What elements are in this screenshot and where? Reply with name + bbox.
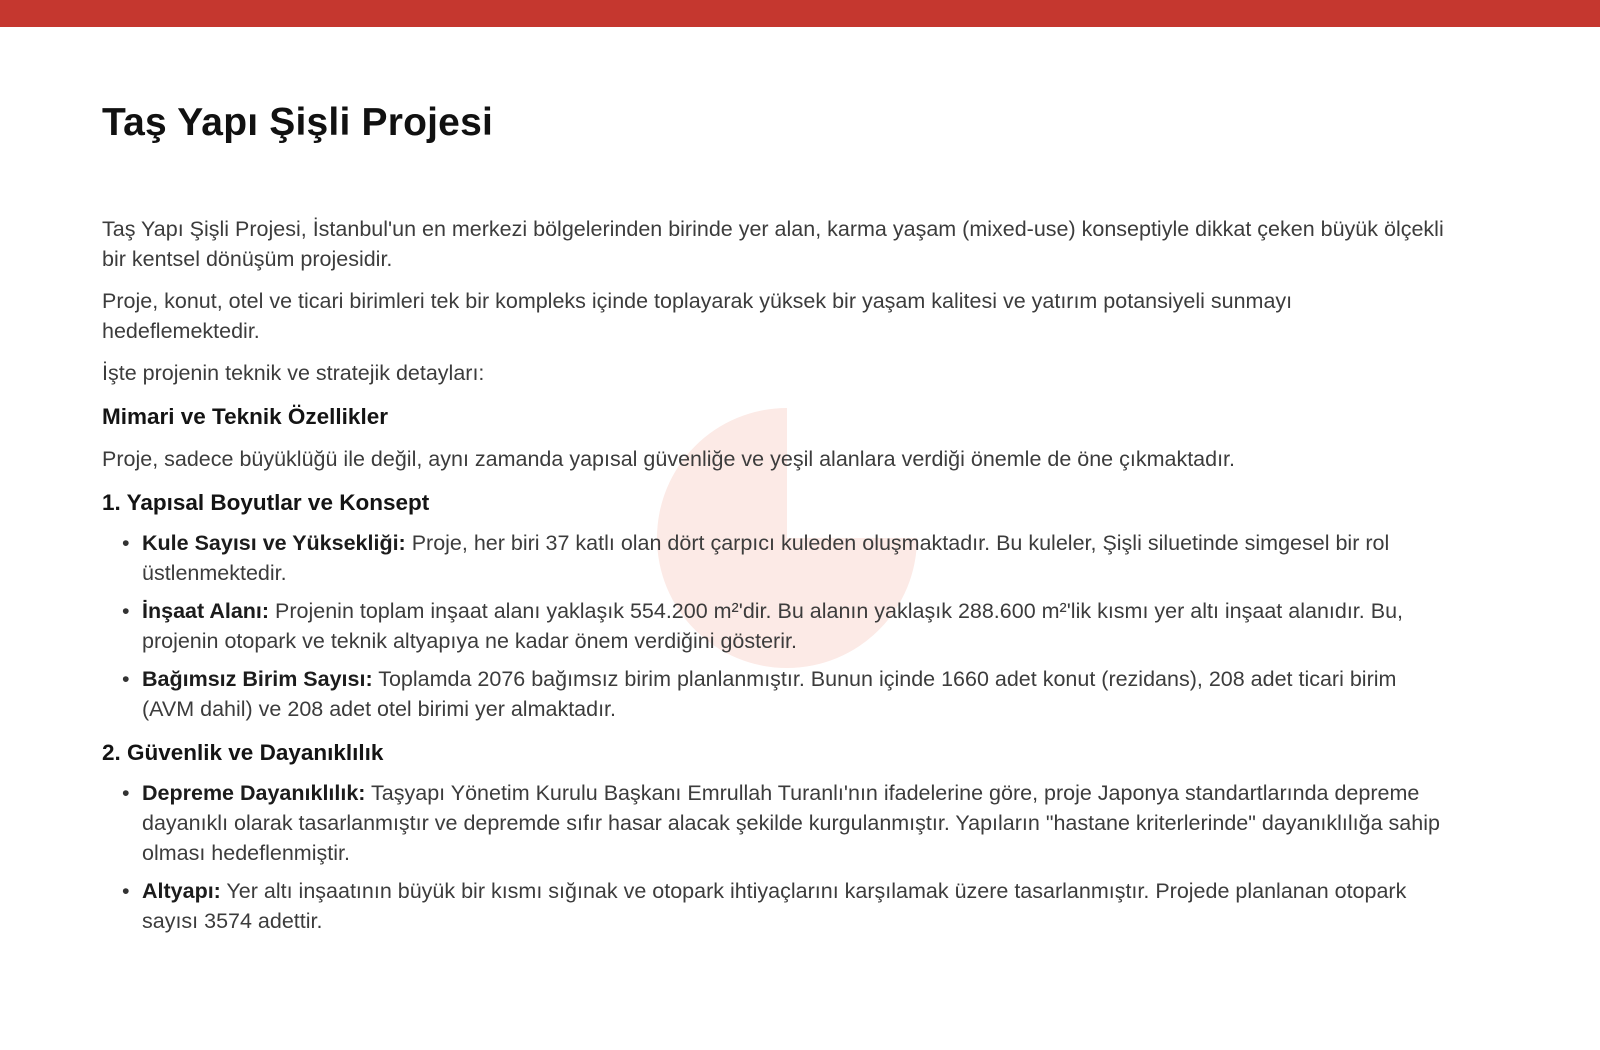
architecture-note: Proje, sadece büyüklüğü ile değil, aynı zamanda yapısal güvenliğe ve yeşil alanlara verdiği önemle de öne çıkmaktadır. [102,447,1236,471]
list-item-text: Toplamda 2076 bağımsız birim planlanmıştır. Bunun içinde 1660 adet konut (rezidans), 208 adet ticari birim (AVM dahil) ve 208 adet otel birimi yer almaktadır. [142,667,1397,721]
list-item-text: Proje, her biri 37 katlı olan dört çarpıcı kuleden oluşmaktadır. Bu kuleler, Şişli siluetinde simgesel bir rol üstlenmektedir. [142,531,1390,585]
list-item-label: Altyapı: [142,879,221,903]
bullet-list-1 [102,528,1454,724]
intro-paragraph-2: Proje, konut, otel ve ticari birimleri tek bir kompleks içinde toplayarak yüksek bir yaşam kalitesi ve yatırım potansiyeli sunmayı hedeflemektedir. [102,289,1293,343]
list-item-text: Yer altı inşaatının büyük bir kısmı sığınak ve otopark ihtiyaçlarını karşılamak üzere tasarlanmıştır. Projede planlanan otopark sayısı 3574 adettir. [142,879,1407,933]
list-item-earthquake [122,778,1454,868]
list-item-towers [122,528,1454,588]
list-item-text: Taşyapı Yönetim Kurulu Başkanı Emrullah Turanlı'nın ifadelerine göre, proje Japonya standartlarında depreme dayanıklı olarak tasarlanmıştır ve depremde sıfır hasar alacak şekilde kurgulanmıştır. Yapıların "hastane kriterlerinde" dayanıklılığa sahip olması hedeflenmiştir. [142,781,1440,865]
list-item-units [122,664,1454,724]
list-item-infrastructure [122,876,1454,936]
list-item-label: Bağımsız Birim Sayısı: [142,667,373,691]
heading-section-2: 2. Güvenlik ve Dayanıklılık [102,740,384,765]
document-body [102,27,1454,936]
list-item-construction-area [122,596,1454,656]
list-item-label: Kule Sayısı ve Yüksekliği: [142,531,406,555]
heading-section-1: 1. Yapısal Boyutlar ve Konsept [102,490,430,515]
list-item-label: Depreme Dayanıklılık: [142,781,366,805]
top-accent-bar [0,0,1600,27]
bullet-list-2 [102,778,1454,936]
list-item-text: Projenin toplam inşaat alanı yaklaşık 554.200 m²'dir. Bu alanın yaklaşık 288.600 m²'lik kısmı yer altı inşaat alanıdır. Bu, projenin otopark ve teknik altyapıya ne kadar önem verdiğini gösterir. [142,599,1403,653]
heading-architecture: Mimari ve Teknik Özellikler [102,404,388,429]
page-title: Taş Yapı Şişli Projesi [102,101,493,144]
intro-paragraph-1: Taş Yapı Şişli Projesi, İstanbul'un en merkezi bölgelerinden birinde yer alan, karma yaşam (mixed-use) konseptiyle dikkat çeken büyük ölçekli bir kentsel dönüşüm projesidir. [102,217,1444,271]
list-item-label: İnşaat Alanı: [142,599,270,623]
intro-paragraph-3: İşte projenin teknik ve stratejik detayları: [102,361,485,385]
